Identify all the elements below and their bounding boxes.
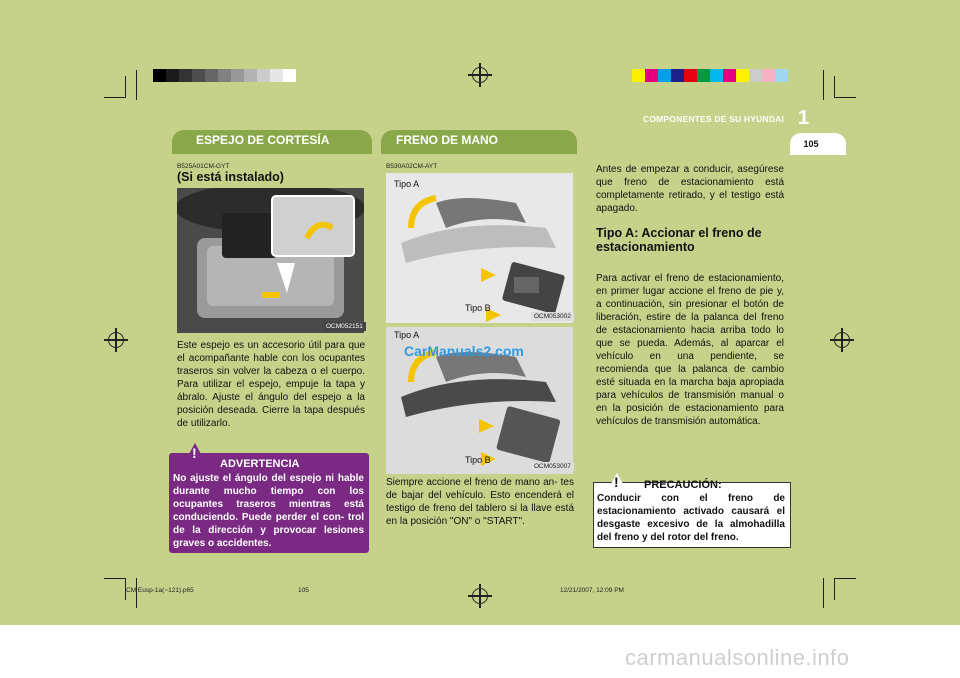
footer-page: 105 — [298, 587, 309, 594]
mirror-body-text: Este espejo es un accesorio útil para que el acompañante hable con los ocupantes traseros sin volver la cabeza o el cuerpo. Para utilizar el espejo, empuje la tapa y ábralo. Ajuste el ángulo del espejo a la posición deseada. Cierre la tapa después de utilizarlo. — [177, 340, 365, 429]
mirror-illustration — [177, 188, 364, 333]
mirror-photo — [177, 188, 364, 333]
brake-photo-2-code: OCM053007 — [531, 462, 574, 471]
page-number: 105 — [803, 139, 819, 149]
section-title-mirror: ESPEJO DE CORTESÍA — [196, 133, 330, 147]
brake-section-code: B530A02CM-AYT — [386, 163, 438, 170]
brake-photo-1 — [386, 173, 573, 323]
warning-body: No ajuste el ángulo del espejo ni hable durante mucho tiempo con los ocupantes traseros mientras está conduciendo. Puede perder el con- trol de la dirección y provocar lesiones graves o accidentes. — [173, 473, 364, 549]
brake-body-text: Siempre accione el freno de mano an- tes de bajar del vehículo. Esto encenderá el testigo de freno del tablero si la llave está en la posición "ON" o "START". — [386, 477, 574, 527]
registration-mark-bottom — [472, 588, 488, 604]
warning-title: ADVERTENCIA — [220, 458, 300, 470]
section-code: B525A01CM-GYT — [177, 163, 230, 170]
footer-date: 12/21/2007, 12:09 PM — [560, 587, 624, 594]
site-watermark: carmanualsonline.info — [625, 645, 850, 670]
brake-photo-1-code: OCM053002 — [531, 312, 574, 321]
section-title-brake: FRENO DE MANO — [396, 133, 498, 147]
install-heading: (Si está instalado) — [177, 170, 284, 184]
footer-file: CM Eusp-1a(~121).p65 — [126, 587, 194, 594]
warning-exclamation-icon: ! — [192, 445, 197, 461]
tipo-a-heading: Tipo A: Accionar el freno de estacionamiento — [596, 226, 762, 254]
brake-photo-1-label-a: Tipo A — [394, 179, 420, 189]
grayscale-bar — [153, 69, 296, 82]
registration-mark-top — [472, 67, 488, 83]
caution-body: Conducir con el freno de estacionamiento activado causará el desgaste excesivo de la almohadilla del freno y del rotor del freno. — [597, 493, 785, 543]
registration-mark-right — [834, 332, 850, 348]
registration-mark-left — [108, 332, 124, 348]
brake-photo-2-watermark: CarManuals2.com — [404, 343, 524, 359]
brake-photo-2-label-a: Tipo A — [394, 330, 420, 340]
brake-photo-1-label-b: Tipo B — [465, 303, 491, 313]
chapter-title: COMPONENTES DE SU HYUNDAI — [643, 114, 785, 124]
chapter-number: 1 — [798, 107, 810, 129]
color-bar — [632, 69, 788, 82]
caution-title: PRECAUCIÓN: — [644, 479, 722, 491]
caution-exclamation-icon: ! — [614, 474, 619, 490]
mirror-photo-code: OCM052151 — [323, 322, 366, 331]
brake-intro-text: Antes de empezar a conducir, asegúrese que freno de estacionamiento está completamente retirado, y el testigo está apagado. — [596, 164, 784, 214]
brake-photo-2-label-b: Tipo B — [465, 455, 491, 465]
brake-lever-illustration-1 — [386, 173, 573, 323]
tipo-a-body: Para activar el freno de estacionamiento, en primer lugar accione el freno de pie y, a continuación, sin presionar el botón de liberación, estire de la palanca del freno de estacionamiento hacia arriba todo lo que se pueda. Además, al aparcar el vehículo en una pendiente, se recomienda que la palanca de cambio esté situada en la marcha baja apropiada para vehículos de transmisión manual o en la posición de estacionamiento para vehículos de transmisión automática. — [596, 273, 784, 427]
